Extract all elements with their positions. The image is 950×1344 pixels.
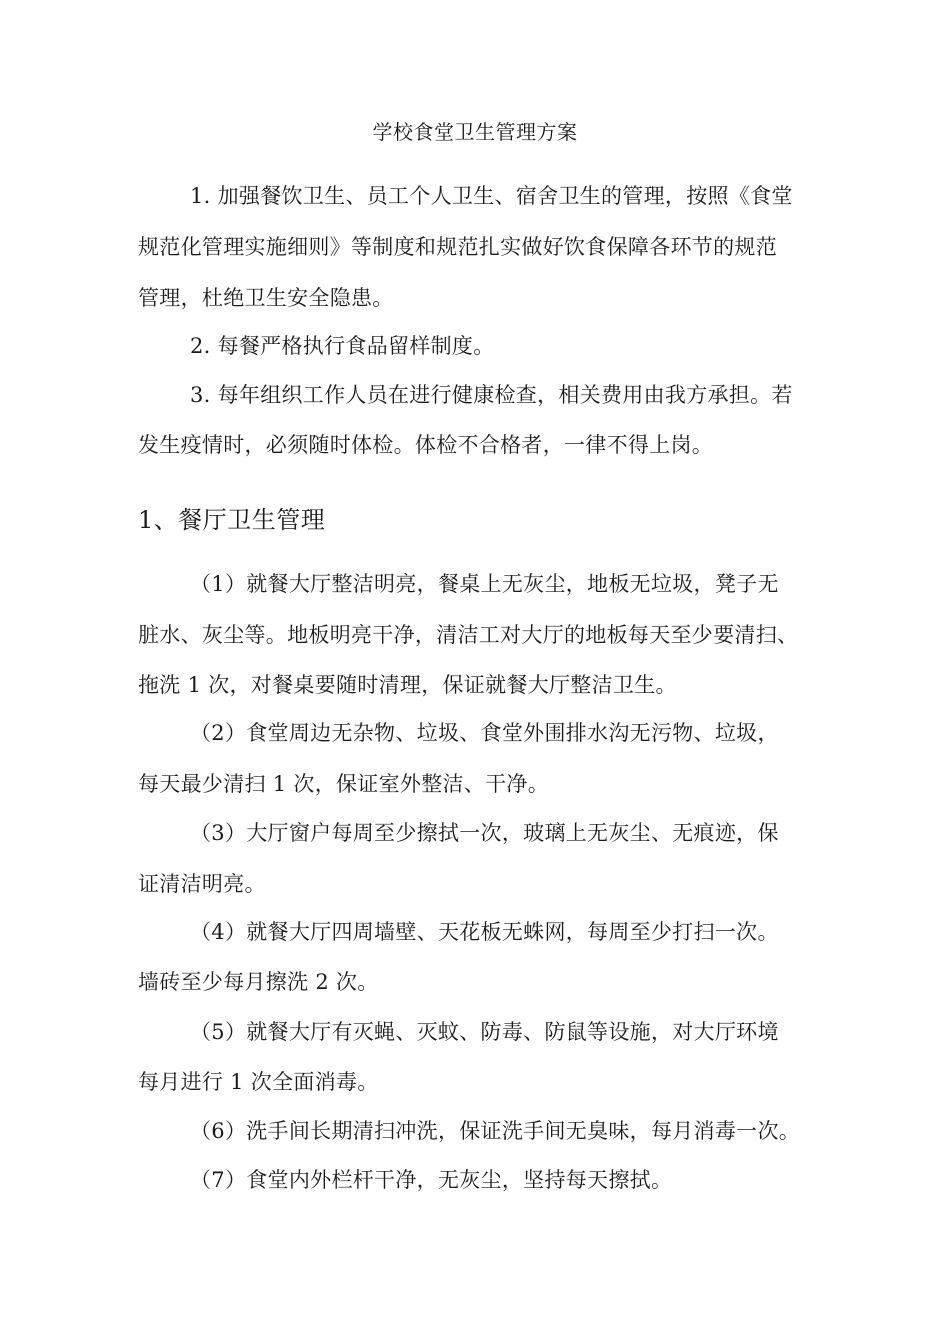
list-item-line: 脏水、灰尘等。地板明亮干净，清洁工对大厅的地板每天至少要清扫、 (138, 623, 799, 647)
paragraph-line: 规范化管理实施细则》等制度和规范扎实做好饮食保障各环节的规范 (138, 235, 777, 259)
list-item-line: 拖洗 1 次，对餐桌要随时清理，保证就餐大厅整洁卫生。 (138, 673, 677, 697)
document-title: 学校食堂卫生管理方案 (372, 120, 578, 144)
list-item-line: 每天最少清扫 1 次，保证室外整洁、干净。 (138, 772, 550, 796)
list-item-line: 证清洁明亮。 (138, 872, 266, 896)
paragraph-line: 3. 每年组织工作人员在进行健康检查，相关费用由我方承担。若 (190, 383, 793, 407)
list-item-line: 墙砖至少每月擦洗 2 次。 (138, 970, 379, 994)
list-item-line: （4）就餐大厅四周墙壁、天花板无蛛网，每周至少打扫一次。 (190, 920, 779, 944)
list-item-line: （3）大厅窗户每周至少擦拭一次，玻璃上无灰尘、无痕迹，保 (190, 821, 779, 845)
paragraph-line: 2. 每餐严格执行食品留样制度。 (190, 334, 495, 358)
list-item-line: （6）洗手间长期清扫冲洗，保证洗手间无臭味，每月消毒一次。 (190, 1119, 801, 1143)
paragraph-line: 管理，杜绝卫生安全隐患。 (138, 286, 394, 310)
list-item-line: 每月进行 1 次全面消毒。 (138, 1070, 379, 1094)
list-item-line: （2）食堂周边无杂物、垃圾、食堂外围排水沟无污物、垃圾， (190, 721, 779, 745)
list-item-line: （5）就餐大厅有灭蝇、灭蚊、防毒、防鼠等设施，对大厅环境 (190, 1020, 779, 1044)
section-heading: 1、餐厅卫生管理 (138, 506, 326, 534)
paragraph-line: 1. 加强餐饮卫生、员工个人卫生、宿舍卫生的管理，按照《食堂 (190, 184, 793, 208)
paragraph-line: 发生疫情时，必须随时体检。体检不合格者，一律不得上岗。 (138, 433, 714, 457)
list-item-line: （7）食堂内外栏杆干净，无灰尘，坚持每天擦拭。 (190, 1168, 673, 1192)
list-item-line: （1）就餐大厅整洁明亮，餐桌上无灰尘，地板无垃圾，凳子无 (190, 572, 779, 596)
